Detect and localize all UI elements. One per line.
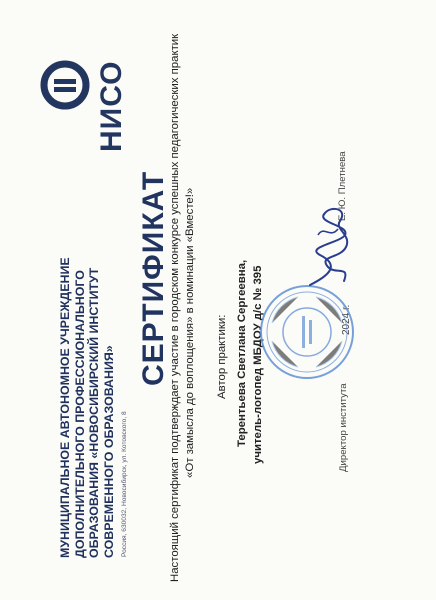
organization-address: Россия, 630032, Новосибирск, ул. Котовского, 8 — [121, 411, 128, 557]
certificate-title: СЕРТИФИКАТ — [137, 170, 170, 386]
org-line: МУНИЦИПАЛЬНОЕ АВТОНОМНОЕ УЧРЕЖДЕНИЕ — [58, 257, 72, 558]
org-line: ДОПОЛНИТЕЛЬНОГО ПРОФЕССИОНАЛЬНОГО — [72, 270, 87, 558]
org-line: СОВРЕМЕННОГО ОБРАЗОВАНИЯ» — [101, 345, 116, 558]
niso-logo-icon — [40, 60, 90, 115]
signer-name: Е. Ю. Плетнева — [337, 151, 348, 221]
author-position: учитель-логопед МБДОУ д/с № 395 — [252, 265, 264, 464]
organization-name — [58, 228, 116, 558]
certificate-text-line2: «От замысла до воплощения» в номинации «Вместе!» — [184, 187, 196, 478]
brand-name: НИСО — [95, 60, 128, 152]
signature-icon — [300, 195, 360, 300]
author-label: Автор практики: — [216, 314, 228, 399]
signature-date: 2024 г. — [341, 304, 352, 335]
director-label: Директор института — [338, 383, 349, 472]
certificate-text-line1: Настоящий сертификат подтверждает участие в городском конкурсе успешных педагогических практик — [169, 33, 181, 582]
author-name: Терентьева Светлана Сергеевна, — [236, 259, 248, 447]
org-line: ОБРАЗОВАНИЯ «НОВОСИБИРСКИЙ ИНСТИТУТ — [87, 267, 102, 558]
